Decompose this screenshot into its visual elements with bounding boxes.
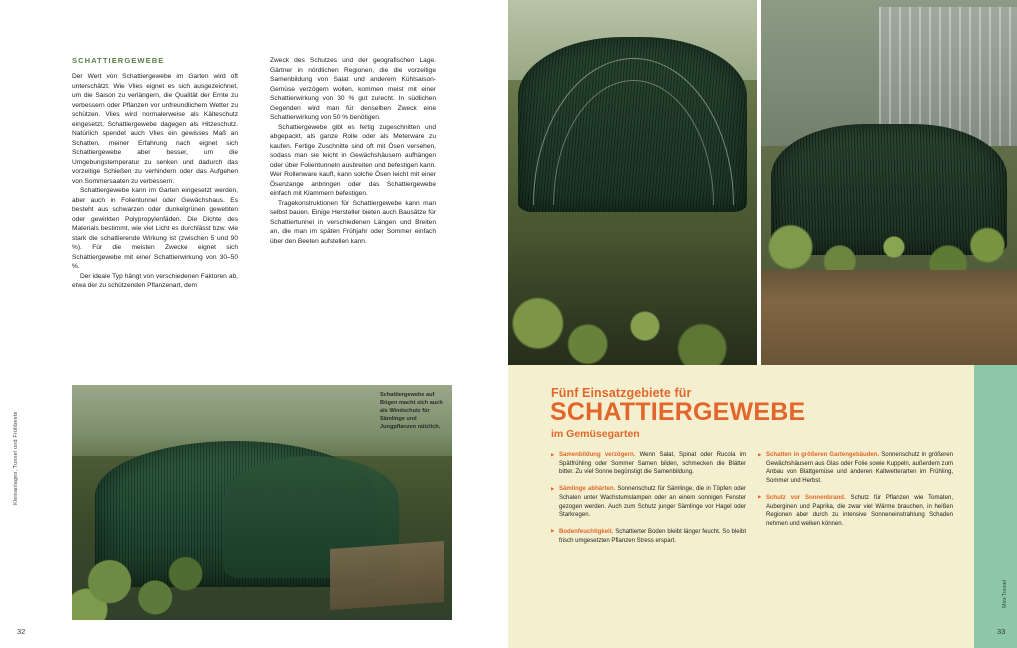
paragraph: Tragekonstruktionen für Schattiergewebe kann man selbst bauen. Einige Hersteller bieten auch Bausätze für Schattiertunnel in verschiedenen Längen und Breiten an, die man im späten Frühjahr oder Sommer einfach über den Beeten aufstellen kann. [270, 199, 436, 245]
list-item [758, 451, 953, 486]
photo-greenhouse-bed-with-shade-cloth [761, 0, 1017, 365]
left-page-side-label: Kleinanlagen, Tunnel und Frühbeete [13, 411, 19, 505]
body-column-right [270, 56, 436, 246]
info-panel-title-line-1: Fünf Einsatzgebiete für [551, 386, 692, 400]
photo-raised-bed [761, 270, 1017, 365]
list-item-text: Schattierter Boden bleibt länger feucht. So bleibt frisch umgesetzten Pflanzen Stress erspart. [559, 528, 746, 544]
list-item-lead: Sämlinge abhärten. [559, 486, 616, 493]
photo-caption: Schattiergewebe auf Bögen macht sich auch als Windschutz für Sämlinge und Jungpflanzen nützlich. [380, 392, 443, 430]
list-item-text: Schutz für Pflanzen wie Tomaten, Auberginen und Paprika, die zwar viel Wärme brauchen, in heißen Regionen aber durch zu intensive Sonneneinstrahlung Schaden nehmen und welken können. [766, 494, 953, 527]
list-item [758, 494, 953, 529]
list-item [551, 485, 746, 520]
info-panel-title-line-2: SCHATTIERGEWEBE [550, 398, 806, 426]
list-item-lead: Samenbildung verzögern. [559, 452, 636, 458]
info-panel-bullets-column-1 [551, 451, 746, 553]
photo-raised-bed [330, 541, 444, 610]
left-page [0, 0, 508, 648]
body-column-left [72, 72, 238, 291]
list-item [551, 528, 746, 545]
right-page [508, 0, 1017, 648]
paragraph: Schattiergewebe gibt es fertig zugeschnitten und abgepackt, als ganze Rolle oder als Meterware zu kaufen. Fertige Zuschnitte sind oft mit Ösen versehen, sodass man sie leicht in Gewächshäusern aufhängen oder über Folientunneln ausbreiten und befestigen kann. Wer Rollenware kauft, kann solche Ösen leicht mit einer Ösenzange anbringen oder das Schattiergewebe einfach mit Klammern befestigen. [270, 123, 436, 198]
paragraph: Schattiergewebe kann im Garten eingesetzt werden, aber auch in Folientunnel oder Gewächshaus. Es besteht aus schwarzen oder dunkelgrünen gewebten oder gewirkten Polypropylenfäden. Die Dichte des Materials bestimmt, wie viel Licht es durchlässt bzw. wie stark die schattierende Wirkung ist (zwischen 5 und 90 %). Für die meisten Zwecke eignet sich Schattiergewebe mit einer Schattierwirkung von 30–50 %. [72, 187, 238, 271]
list-item [551, 451, 746, 477]
right-page-side-label: Mini-Tunnel [1002, 580, 1008, 608]
info-panel-title-line-3: im Gemüsegarten [551, 428, 640, 440]
photo-foliage [72, 550, 216, 621]
paragraph: Der ideale Typ hängt von verschiedenen Faktoren ab, etwa der zu schützenden Pflanzenart, dem [72, 272, 238, 290]
photo-hoops-with-shade-cloth [508, 0, 757, 365]
list-item-text: Sonnenschutz für Sämlinge, die in Töpfen oder Schalen unter Wachstumslampen oder an einem sonnigen Fenster gezogen werden. Auch zum Schutz junger Sämlinge vor Hagel oder Starkregen. [559, 486, 746, 519]
list-item-lead: Schatten in größeren Gartengebäuden. [766, 452, 880, 458]
info-panel-bullets-column-2 [758, 451, 953, 537]
list-item-text: Wenn Salat, Spinat oder Rucola im Spätfrühling oder Sommer Samen bilden, schmecken die Blätter bitter. Zu viel Sonne begünstigt die Samenbildung. [559, 452, 746, 476]
page-edge-color-band [974, 365, 1017, 648]
right-page-folio: 33 [997, 627, 1006, 636]
left-page-folio: 32 [17, 627, 26, 636]
list-item-lead: Schutz vor Sonnenbrand. [766, 494, 846, 501]
list-item-lead: Bodenfeuchtigkeit. [559, 528, 614, 535]
paragraph: Der Wert von Schattiergewebe im Garten wird oft unterschätzt. Wie Vlies eignet es sich ausgezeichnet, um die Saison zu verlängern, die Qualität der Ernte zu verbessern oder Pflanzen vor unfreundlichem Wetter zu schützen. Vlies wird normalerweise als Kälteschutz eingesetzt, Schattiergewebe dagegen als Hitzeschutz. Natürlich spendet auch Vlies ein gewisses Maß an Schatten, meiner Erfahrung nach eignet sich Schattiergewebe aber besser, um die Umgebungstemperatur zu senken und dadurch das vorzeitige Schießen zu verhindern oder das Aufgehen von Sommersaaten zu verbessern. [72, 73, 238, 185]
article-heading: SCHATTIERGEWEBE [72, 56, 165, 65]
photo-plants [508, 226, 757, 365]
paragraph: Zweck des Schutzes und der geografischen Lage. Gärtner in nördlichen Regionen, die die vorzeitige Samenbildung von Salat und anderem Kühlsaison-Gemüse verzögern wollen, kommen meist mit einer Schattierwirkung von 30 % gut zurecht. In südlichen Gegenden wird man für denselben Zweck eine Schattierwirkung von 50 % benötigen. [270, 57, 436, 122]
list-item-text: Sonnenschutz in größeren Gewächshäusern aus Glas oder Folie sowie Kuppeln, außerdem zum Anbau von Blattgemüse und anderen Kaltwetterarten im Frühling, Sommer und Herbst. [766, 452, 953, 485]
